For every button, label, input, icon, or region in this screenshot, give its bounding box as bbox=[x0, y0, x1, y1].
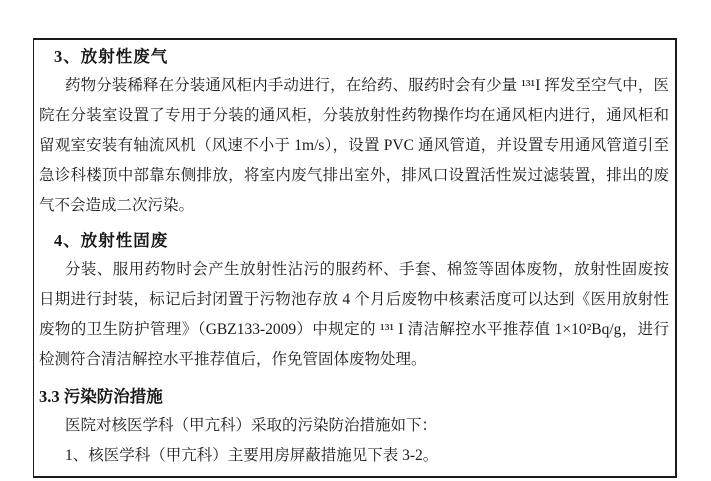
heading-radioactive-waste-gas: 3、放射性废气 bbox=[54, 47, 169, 66]
document-frame bbox=[33, 38, 677, 478]
paragraph-solid-waste-handling: 分装、服用药物时会产生放射性沾污的服药杯、手套、棉签等固体废物，放射性固废按日期进行封装，标记后封闭置于污物池存放 4 个月后废物中核素活度可以达到《医用放射性废物的卫生防护管理》（GBZ133-2009）中规定的 ¹³¹ I 清洁解控水平推荐值 1×10²Bq/g，进行检测符合清洁解控水平推荐值后，作免管固体废物处理。 bbox=[39, 261, 669, 368]
heading-radioactive-solid-waste: 4、放射性固废 bbox=[54, 231, 169, 250]
section-heading-pollution-control-measures: 3.3 污染防治措施 bbox=[39, 387, 163, 406]
paragraph-waste-gas-measures: 药物分装稀释在分装通风柜内手动进行，在给药、服药时会有少量 ¹³¹I 挥发至空气中，医院在分装室设置了专用于分装的通风柜，分装放射性药物操作均在通风柜内进行，通风柜和留观室安装有轴流风机（风速不小于 1m/s），设置 PVC 通风管道，并设置专用通风管道引至急诊科楼顶中部靠东侧排放，将室内废气排出室外，排风口设置活性炭过滤装置，排出的废气不会造成二次污染。 bbox=[39, 77, 669, 214]
paragraph-shielding-table-reference: 1、核医学科（甲亢科）主要用房屏蔽措施见下表 3-2。 bbox=[65, 447, 439, 464]
paragraph-pollution-control-intro: 医院对核医学科（甲亢科）采取的污染防治措施如下： bbox=[65, 417, 438, 434]
